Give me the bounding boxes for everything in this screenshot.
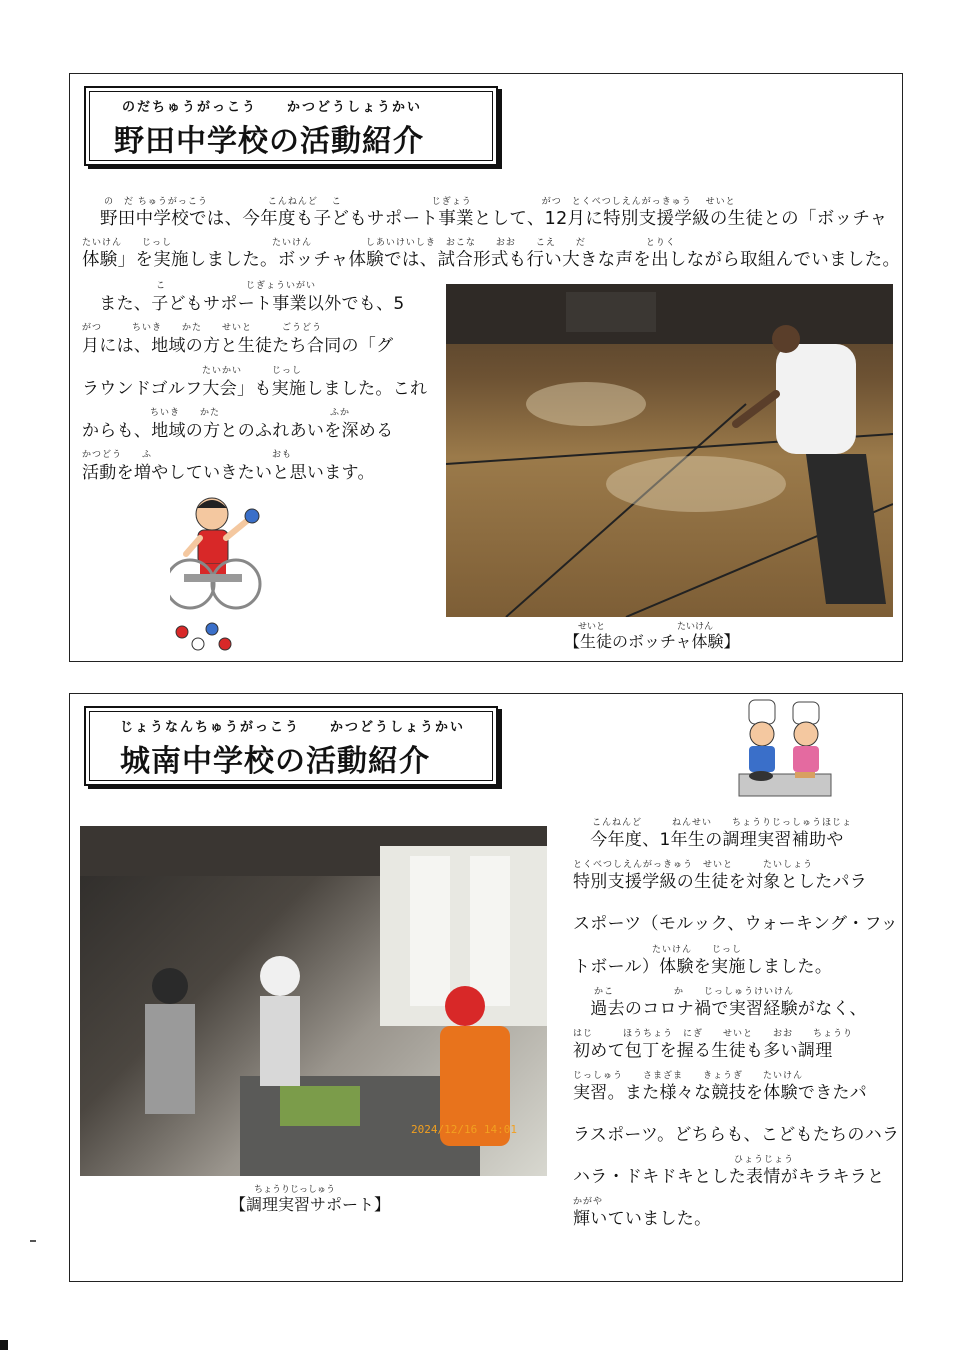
body-line: また、子どもサポート事業以外でも、5 [82, 294, 405, 314]
title-ruby: じょうなんちゅうがっこう かつどうしょうかい [120, 720, 466, 735]
ruby-text: かこ か じっしゅうけいけん [594, 987, 795, 997]
body-line: ラウンドゴルフ大会」も実施しました。これ [82, 379, 428, 399]
ruby-text: がつ ちいき かた せいと ごうどう [82, 323, 323, 333]
ruby-text: たいけん じっし たいけん しあいけいしき おこな おお こえ だ とりく [82, 238, 676, 248]
boccia-activity-photo [446, 284, 893, 617]
ruby-text: の だ ちゅうがっこう こんねんど こ じぎょう がつ とくべつしえんがっきゅう せいと [104, 197, 736, 207]
body-line: 特別支援学級の生徒を対象としたパラ [573, 872, 868, 892]
section-title: 野田中学校の活動紹介 [114, 124, 424, 159]
nodachu-section [69, 73, 903, 662]
body-line: からも、地域の方とのふれあいを深める [82, 421, 394, 441]
body-line: 体験」を実施しました。ボッチャ体験では、試合形式も行い大きな声を出しながら取組んでいました。 [82, 250, 901, 270]
section-title-box [84, 706, 498, 786]
ruby-text: ちいき かた ふか [150, 408, 351, 418]
body-line: 過去のコロナ禍で実習経験がなく、 [573, 999, 867, 1019]
photo-caption: 【調理実習サポート】 [230, 1195, 391, 1214]
body-line: ハラ・ドキドキとした表情がキラキラと [573, 1167, 885, 1187]
ruby-text: たいけん じっし [652, 945, 743, 955]
body-line: 活動を増やしていきたいと思います。 [82, 463, 375, 483]
body-line: トボール）体験を実施しました。 [573, 957, 833, 977]
cooking-kids-illustration [735, 698, 835, 802]
body-line: 初めて包丁を握る生徒も多い調理 [573, 1041, 833, 1061]
section-title: 城南中学校の活動紹介 [120, 744, 430, 779]
scan-mark [30, 1240, 36, 1242]
body-line: 実習。また様々な競技を体験できたパ [573, 1083, 868, 1103]
ruby-text: じっしゅう さまざま きょうぎ たいけん [573, 1071, 804, 1081]
ruby-text: とくべつしえんがっきゅう せいと たいしょう [573, 860, 814, 870]
ruby-text: かがや [573, 1197, 604, 1207]
title-ruby: のだちゅうがっこう かつどうしょうかい [122, 100, 423, 115]
section-title-box [84, 86, 498, 166]
body-line: 輝いていました。 [573, 1209, 712, 1229]
caption-ruby: せいと たいけん [578, 622, 714, 632]
photo-caption: 【生徒のボッチャ体験】 [564, 632, 740, 651]
ruby-text: こんねんど ねんせい ちょうりじっしゅうほじょ [592, 818, 853, 828]
ruby-text: こ じぎょういがい [156, 281, 317, 291]
photo-timestamp: 2024/12/16 14:01 [411, 1123, 517, 1136]
boccia-player-illustration [170, 494, 280, 654]
cooking-class-photo [80, 826, 547, 1176]
body-line: 今年度、1年生の調理実習補助や [573, 830, 844, 850]
body-line: スポーツ（モルック、ウォーキング・フッ [573, 914, 898, 934]
body-line: 野田中学校では、今年度も子どもサポート事業として、12月に特別支援学級の生徒との「ボッチャ [100, 209, 888, 229]
jonanchu-section [69, 693, 903, 1282]
ruby-text: たいかい じっし [202, 366, 303, 376]
ruby-text: かつどう ふ おも [82, 450, 293, 460]
ruby-text: ひょうじょう [734, 1155, 795, 1165]
body-line: 月には、地域の方と生徒たち合同の「グ [82, 336, 394, 356]
caption-ruby: ちょうりじっしゅう [254, 1185, 336, 1195]
ruby-text: はじ ほうちょう にぎ せいと おお ちょうり [573, 1029, 854, 1039]
scan-mark [0, 1340, 8, 1350]
body-line: ラスポーツ。どちらも、こどもたちのハラ [573, 1125, 900, 1145]
